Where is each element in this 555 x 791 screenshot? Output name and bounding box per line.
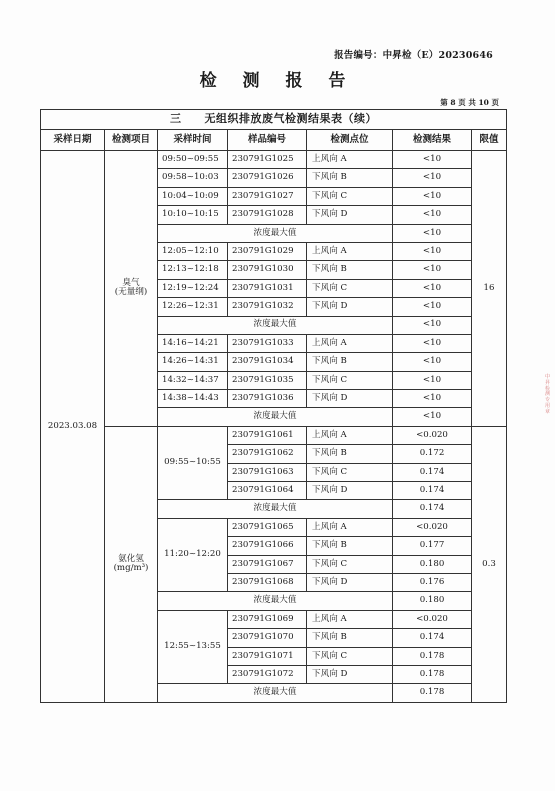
sampling-point: 上风向 A xyxy=(307,610,393,628)
sampling-point: 下风向 B xyxy=(307,445,393,463)
sampling-point: 上风向 A xyxy=(307,334,393,352)
result-value: 0.172 xyxy=(393,445,472,463)
table-row xyxy=(41,151,507,169)
section-title: 三 无组织排放废气检测结果表（续） xyxy=(41,110,507,130)
col-header-limit: 限值 xyxy=(472,130,507,151)
result-value: <10 xyxy=(393,298,472,316)
col-header-date: 采样日期 xyxy=(41,130,105,151)
col-header-time: 采样时间 xyxy=(158,130,228,151)
result-value: <10 xyxy=(393,151,472,169)
max-label: 浓度最大值 xyxy=(158,592,393,610)
sample-id: 230791G1025 xyxy=(228,151,307,169)
sample-id: 230791G1028 xyxy=(228,206,307,224)
sampling-time: 09:50~09:55 xyxy=(158,151,228,169)
result-value: <10 xyxy=(393,390,472,408)
sample-id: 230791G1029 xyxy=(228,242,307,260)
page-info: 第 8 页 共 10 页 xyxy=(440,98,499,107)
sample-id: 230791G1036 xyxy=(228,390,307,408)
sample-id: 230791G1069 xyxy=(228,610,307,628)
sampling-time: 09:58~10:03 xyxy=(158,169,228,187)
document-title: 检 测 报 告 xyxy=(199,71,356,91)
sample-id: 230791G1033 xyxy=(228,334,307,352)
sample-id: 230791G1066 xyxy=(228,537,307,555)
sampling-point: 下风向 C xyxy=(307,371,393,389)
max-value: <10 xyxy=(393,316,472,334)
result-value: <0.020 xyxy=(393,426,472,444)
ammonia-item-cell xyxy=(105,426,158,702)
max-label: 浓度最大值 xyxy=(158,500,393,518)
sampling-point: 上风向 A xyxy=(307,518,393,536)
result-value: 0.177 xyxy=(393,537,472,555)
sampling-point: 上风向 A xyxy=(307,151,393,169)
sampling-point: 下风向 C xyxy=(307,463,393,481)
max-label: 浓度最大值 xyxy=(158,224,393,242)
result-value: <0.020 xyxy=(393,518,472,536)
sampling-time: 12:26~12:31 xyxy=(158,298,228,316)
sample-id: 230791G1035 xyxy=(228,371,307,389)
item-unit: (mg/m³) xyxy=(113,563,149,574)
result-value: <10 xyxy=(393,353,472,371)
max-value: 0.180 xyxy=(393,592,472,610)
sampling-point: 下风向 D xyxy=(307,665,393,683)
sampling-time: 10:10~10:15 xyxy=(158,206,228,224)
sample-id: 230791G1031 xyxy=(228,279,307,297)
odor-limit: 16 xyxy=(472,151,507,427)
result-value: 0.174 xyxy=(393,629,472,647)
sampling-point: 下风向 B xyxy=(307,537,393,555)
max-label: 浓度最大值 xyxy=(158,316,393,334)
result-value: 0.174 xyxy=(393,482,472,500)
max-value: 0.174 xyxy=(393,500,472,518)
sampling-point: 上风向 A xyxy=(307,426,393,444)
sampling-point: 下风向 B xyxy=(307,261,393,279)
table-row xyxy=(41,426,507,444)
sampling-point: 下风向 C xyxy=(307,279,393,297)
sampling-time: 14:38~14:43 xyxy=(158,390,228,408)
result-value: 0.176 xyxy=(393,573,472,591)
sampling-time: 14:16~14:21 xyxy=(158,334,228,352)
sampling-point: 下风向 D xyxy=(307,573,393,591)
col-header-sample: 样品编号 xyxy=(228,130,307,151)
sampling-time: 09:55~10:55 xyxy=(158,426,228,500)
result-value: <10 xyxy=(393,261,472,279)
ammonia-limit: 0.3 xyxy=(472,426,507,702)
item-name: 氨化氢 xyxy=(118,553,144,564)
item-unit: (无量纲) xyxy=(114,287,148,298)
max-value: 0.178 xyxy=(393,684,472,702)
sample-id: 230791G1067 xyxy=(228,555,307,573)
sampling-point: 下风向 C xyxy=(307,555,393,573)
result-value: 0.180 xyxy=(393,555,472,573)
odor-item-cell xyxy=(105,151,158,427)
sampling-time: 11:20~12:20 xyxy=(158,518,228,592)
sample-id: 230791G1032 xyxy=(228,298,307,316)
max-value: <10 xyxy=(393,224,472,242)
sampling-time: 12:55~13:55 xyxy=(158,610,228,684)
results-table xyxy=(40,109,507,703)
col-header-item: 检测项目 xyxy=(105,130,158,151)
sample-id: 230791G1026 xyxy=(228,169,307,187)
result-value: <10 xyxy=(393,371,472,389)
sample-id: 230791G1034 xyxy=(228,353,307,371)
sample-id: 230791G1061 xyxy=(228,426,307,444)
col-header-point: 检测点位 xyxy=(307,130,393,151)
result-value: <10 xyxy=(393,279,472,297)
sample-id: 230791G1068 xyxy=(228,573,307,591)
sampling-time: 14:32~14:37 xyxy=(158,371,228,389)
sampling-point: 下风向 D xyxy=(307,390,393,408)
result-value: <0.020 xyxy=(393,610,472,628)
sampling-point: 下风向 B xyxy=(307,169,393,187)
sample-id: 230791G1070 xyxy=(228,629,307,647)
sampling-time: 12:19~12:24 xyxy=(158,279,228,297)
seam-stamp: 中昇检测专用章 xyxy=(544,374,550,415)
result-value: <10 xyxy=(393,187,472,205)
sampling-point: 下风向 B xyxy=(307,353,393,371)
sampling-point: 上风向 A xyxy=(307,242,393,260)
section-title-row xyxy=(41,110,507,130)
result-value: <10 xyxy=(393,169,472,187)
sample-id: 230791G1030 xyxy=(228,261,307,279)
sample-id: 230791G1072 xyxy=(228,665,307,683)
result-value: 0.174 xyxy=(393,463,472,481)
sampling-point: 下风向 D xyxy=(307,482,393,500)
sampling-point: 下风向 B xyxy=(307,629,393,647)
sampling-point: 下风向 D xyxy=(307,298,393,316)
result-value: 0.178 xyxy=(393,647,472,665)
sampling-time: 12:13~12:18 xyxy=(158,261,228,279)
sample-id: 230791G1063 xyxy=(228,463,307,481)
sampling-point: 下风向 D xyxy=(307,206,393,224)
col-header-result: 检测结果 xyxy=(393,130,472,151)
sampling-date: 2023.03.08 xyxy=(41,151,105,703)
sampling-time: 12:05~12:10 xyxy=(158,242,228,260)
column-header-row xyxy=(41,130,507,151)
sample-id: 230791G1062 xyxy=(228,445,307,463)
sampling-time: 10:04~10:09 xyxy=(158,187,228,205)
sample-id: 230791G1064 xyxy=(228,482,307,500)
sample-id: 230791G1071 xyxy=(228,647,307,665)
result-value: <10 xyxy=(393,334,472,352)
result-value: 0.178 xyxy=(393,665,472,683)
item-name: 臭气 xyxy=(122,277,140,288)
sampling-point: 下风向 C xyxy=(307,647,393,665)
result-value: <10 xyxy=(393,242,472,260)
sampling-point: 下风向 C xyxy=(307,187,393,205)
max-label: 浓度最大值 xyxy=(158,408,393,426)
max-label: 浓度最大值 xyxy=(158,684,393,702)
report-number: 报告编号：中昇检（E）20230646 xyxy=(334,50,493,61)
sample-id: 230791G1027 xyxy=(228,187,307,205)
result-value: <10 xyxy=(393,206,472,224)
sample-id: 230791G1065 xyxy=(228,518,307,536)
sampling-time: 14:26~14:31 xyxy=(158,353,228,371)
max-value: <10 xyxy=(393,408,472,426)
